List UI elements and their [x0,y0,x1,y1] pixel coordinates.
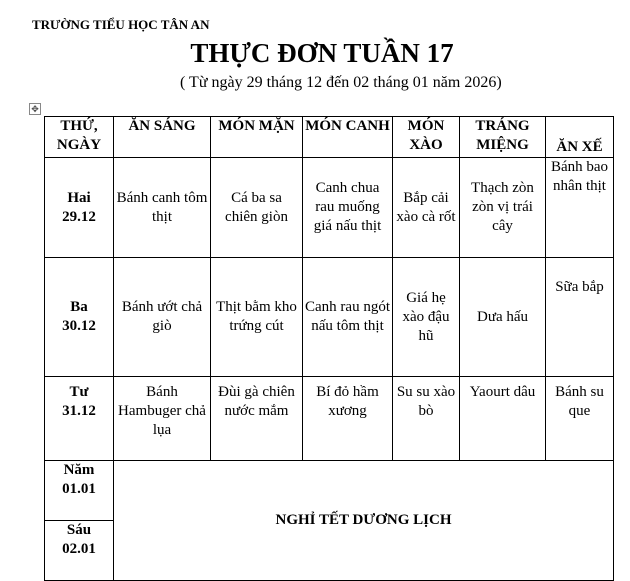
day-name: Tư [69,384,89,400]
day-name: Sáu [66,522,92,538]
move-icon[interactable]: ✥ [29,103,41,115]
cell: Thạch zòn zòn vị trái cây [460,158,546,258]
holiday-cell: NGHỈ TẾT DƯƠNG LỊCH [114,461,614,581]
table-row [45,377,614,461]
school-name: TRƯỜNG TIỂU HỌC TÂN AN [32,17,210,32]
menu-table [44,116,614,581]
cell: Bánh su que [546,377,614,461]
day-cell [45,258,114,377]
cell: Bắp cải xào cà rốt [393,158,460,258]
day-date: 02.01 [62,541,96,557]
day-date: 01.01 [62,481,96,497]
cell: Đùi gà chiên nước mắm [211,377,303,461]
header-breakfast: ĂN SÁNG [114,117,211,158]
header-day: THỨ, NGÀY [45,117,114,158]
header-snack: ĂN XẾ [546,117,614,158]
day-cell [45,377,114,461]
cell: Canh chua rau muống giá nấu thịt [303,158,393,258]
day-date: 31.12 [62,403,96,419]
table-row [45,158,614,258]
date-range: ( Từ ngày 29 tháng 12 đến 02 tháng 01 năm 2026) [180,74,502,91]
table-row [45,461,614,521]
header-stirfry: MÓN XÀO [393,117,460,158]
header-main: MÓN MẶN [211,117,303,158]
cell: Yaourt dâu [460,377,546,461]
cell: Bánh bao nhân thịt [546,158,614,258]
day-cell [45,461,114,521]
day-date: 29.12 [62,208,96,225]
cell: Canh rau ngót nấu tôm thịt [303,258,393,377]
cell: Cá ba sa chiên giòn [211,158,303,258]
day-date: 30.12 [62,318,96,334]
header-soup: MÓN CANH [303,117,393,158]
page-title: THỰC ĐƠN TUẦN 17 [190,38,454,68]
table-row [45,258,614,377]
cell: Su su xào bò [393,377,460,461]
cell: Sữa bắp [546,258,614,377]
day-cell [45,158,114,258]
cell: Bí đỏ hầm xương [303,377,393,461]
day-name: Hai [67,189,91,206]
day-name: Năm [63,462,95,478]
day-cell [45,521,114,581]
cell: Bánh Hambuger chả lụa [114,377,211,461]
cell: Giá hẹ xào đậu hũ [393,258,460,377]
header-row [45,117,614,158]
header-dessert: TRÁNG MIỆNG [460,117,546,158]
cell: Bánh canh tôm thịt [114,158,211,258]
cell: Thịt bằm kho trứng cút [211,258,303,377]
cell: Bánh ướt chả giò [114,258,211,377]
cell: Dưa hấu [460,258,546,377]
day-name: Ba [70,299,88,315]
